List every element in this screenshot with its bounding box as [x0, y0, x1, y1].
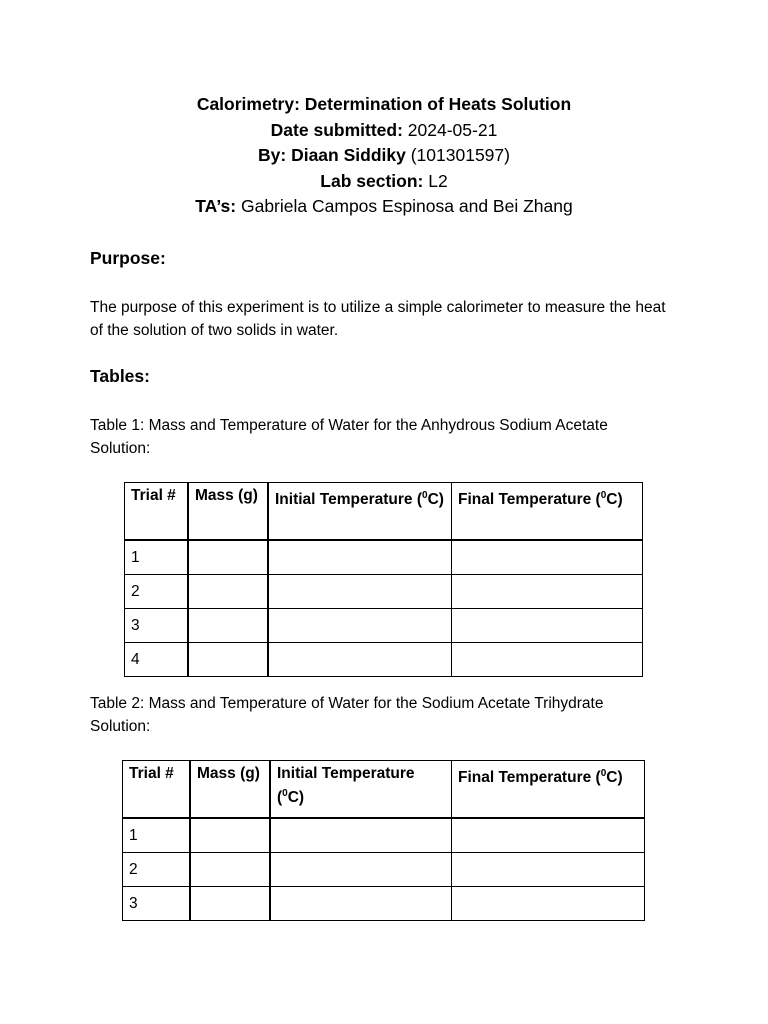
table1-header-row: [125, 483, 643, 541]
report-title: Calorimetry: Determination of Heats Solution: [196, 94, 572, 114]
table1: [124, 482, 643, 677]
trial-cell: 3: [123, 887, 191, 921]
table1-header-trial: Trial #: [125, 483, 189, 541]
initial-temp-cell: [270, 818, 452, 853]
trial-cell: 1: [125, 540, 189, 575]
table-row: [125, 609, 643, 643]
table-row: [123, 887, 645, 921]
initial-temp-cell: [270, 853, 452, 887]
table2-header-row: [123, 761, 645, 819]
final-temp-cell: [452, 609, 643, 643]
final-temp-cell: [452, 643, 643, 677]
table-row: [123, 818, 645, 853]
date-line: Date submitted: 2024-05-21: [270, 119, 498, 140]
mass-cell: [190, 818, 270, 853]
mass-cell: [188, 609, 268, 643]
author-line: By: Diaan Siddiky (101301597): [258, 145, 510, 165]
table1-header-final-temp: Final Temperature ($^0$C): [452, 483, 643, 541]
trial-cell: 4: [125, 643, 189, 677]
final-temp-cell: [452, 887, 645, 921]
initial-temp-cell: [268, 609, 452, 643]
purpose-heading: Purpose:: [90, 248, 166, 268]
table2: [122, 760, 645, 921]
initial-temp-cell: [268, 575, 452, 609]
mass-cell: [188, 643, 268, 677]
table2-header-initial-temp: Initial Temperature ($^0$C): [270, 761, 452, 819]
ta-line: TA’s: Gabriela Campos Espinosa and Bei Zhang: [195, 196, 573, 216]
table1-caption: Table 1: Mass and Temperature of Water for the Anhydrous Sodium Acetate Solution:: [90, 417, 608, 457]
initial-temp-cell: [270, 887, 452, 921]
table2-caption: Table 2: Mass and Temperature of Water for the Sodium Acetate Trihydrate Solution:: [90, 695, 604, 735]
final-temp-cell: [452, 853, 645, 887]
report-header: [0, 92, 768, 220]
purpose-text: The purpose of this experiment is to utilize a simple calorimeter to measure the heat of the solution of two solids in water.: [90, 299, 666, 339]
trial-cell: 1: [123, 818, 191, 853]
table2-header-mass: Mass (g): [190, 761, 270, 819]
trial-cell: 3: [125, 609, 189, 643]
mass-cell: [190, 887, 270, 921]
table-row: [125, 643, 643, 677]
initial-temp-cell: [268, 540, 452, 575]
trial-cell: 2: [123, 853, 191, 887]
mass-cell: [188, 575, 268, 609]
mass-cell: [190, 853, 270, 887]
final-temp-cell: [452, 818, 645, 853]
table1-header-mass: Mass (g): [188, 483, 268, 541]
table-row: [125, 540, 643, 575]
table-row: [123, 853, 645, 887]
final-temp-cell: [452, 575, 643, 609]
table-row: [125, 575, 643, 609]
trial-cell: 2: [125, 575, 189, 609]
table2-header-trial: Trial #: [123, 761, 191, 819]
table1-header-initial-temp: Initial Temperature ($^0$C): [268, 483, 452, 541]
initial-temp-cell: [268, 643, 452, 677]
final-temp-cell: [452, 540, 643, 575]
table2-header-final-temp: Final Temperature ($^0$C): [452, 761, 645, 819]
mass-cell: [188, 540, 268, 575]
lab-section-line: Lab section: L2: [320, 170, 448, 191]
tables-heading: Tables:: [90, 366, 150, 386]
